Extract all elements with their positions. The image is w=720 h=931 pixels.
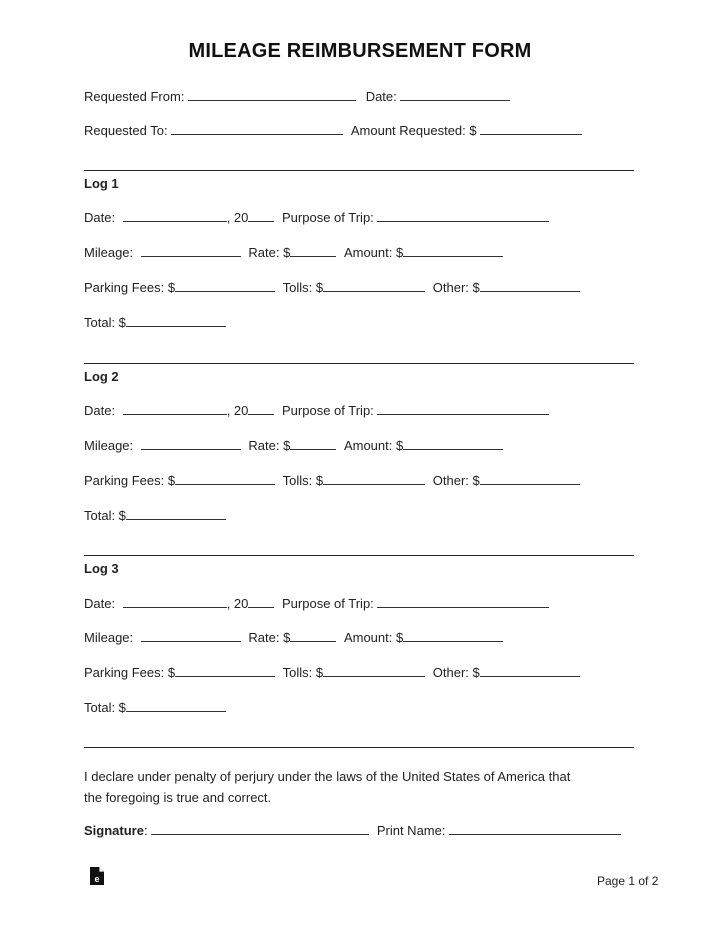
signature-colon: : (143, 823, 148, 838)
log-1-fees-row (84, 280, 580, 295)
log-1-mileage-row (84, 245, 503, 260)
mileage-label: Mileage: (84, 438, 134, 453)
svg-text:e: e (94, 874, 100, 884)
mileage-label: Mileage: (84, 630, 134, 645)
log-year-prefix: , 20 (226, 403, 249, 418)
amount-requested-field[interactable] (480, 123, 582, 135)
purpose-label: Purpose of Trip: (282, 403, 374, 418)
tolls-label: Tolls: $ (282, 665, 324, 680)
amount-label: Amount: $ (343, 245, 404, 260)
log-2-fees-row (84, 473, 580, 488)
section-divider (84, 555, 634, 556)
log-1-year-field[interactable] (248, 210, 274, 222)
total-label: Total: $ (84, 315, 126, 330)
date-field[interactable] (400, 89, 510, 101)
log-3-date-row (84, 596, 549, 611)
amount-label: Amount: $ (343, 630, 404, 645)
log-1-other-field[interactable] (480, 280, 580, 292)
requested-to-label: Requested To: (84, 123, 168, 138)
log-2-amount-field[interactable] (403, 438, 503, 450)
log-3-title: Log 3 (84, 561, 119, 576)
tolls-label: Tolls: $ (282, 280, 324, 295)
section-divider (84, 747, 634, 748)
log-3-tolls-field[interactable] (323, 665, 425, 677)
mileage-label: Mileage: (84, 245, 134, 260)
log-1-title: Log 1 (84, 176, 119, 191)
form-title: MILEAGE REIMBURSEMENT FORM (188, 40, 532, 62)
signature-label: Signature (84, 823, 144, 838)
log-3-amount-field[interactable] (403, 630, 503, 642)
log-2-rate-field[interactable] (290, 438, 336, 450)
page-number: Page 1 of 2 (597, 874, 659, 888)
rate-label: Rate: $ (248, 630, 291, 645)
log-date-label: Date: (84, 403, 116, 418)
log-1-purpose-field[interactable] (377, 210, 549, 222)
log-1-mileage-field[interactable] (141, 245, 241, 257)
log-1-date-field[interactable] (123, 210, 227, 222)
other-label: Other: $ (432, 473, 480, 488)
log-3-fees-row (84, 665, 580, 680)
rate-label: Rate: $ (248, 245, 291, 260)
requested-to-row (84, 123, 582, 138)
declaration-text (84, 766, 644, 808)
log-2-total-row (84, 508, 226, 523)
log-2-date-field[interactable] (123, 403, 227, 415)
log-2-date-row (84, 403, 549, 418)
requested-from-row (84, 89, 510, 104)
total-label: Total: $ (84, 700, 126, 715)
log-3-mileage-field[interactable] (141, 630, 241, 642)
declaration-line-1: I declare under penalty of perjury under the laws of the United States of America that (84, 769, 571, 784)
amount-label: Amount: $ (343, 438, 404, 453)
log-1-date-row (84, 210, 549, 225)
log-2-other-field[interactable] (480, 473, 580, 485)
log-1-amount-field[interactable] (403, 245, 503, 257)
signature-field[interactable] (151, 823, 369, 835)
requested-from-field[interactable] (188, 89, 356, 101)
log-2-tolls-field[interactable] (323, 473, 425, 485)
parking-label: Parking Fees: $ (84, 280, 176, 295)
requested-to-field[interactable] (171, 123, 343, 135)
parking-label: Parking Fees: $ (84, 665, 176, 680)
e-logo-icon (89, 866, 105, 886)
rate-label: Rate: $ (248, 438, 291, 453)
log-3-total-field[interactable] (126, 700, 226, 712)
declaration-line-2: the foregoing is true and correct. (84, 790, 272, 805)
section-divider (84, 363, 634, 364)
log-1-parking-field[interactable] (175, 280, 275, 292)
other-label: Other: $ (432, 665, 480, 680)
log-3-other-field[interactable] (480, 665, 580, 677)
other-label: Other: $ (432, 280, 480, 295)
log-year-prefix: , 20 (226, 596, 249, 611)
log-year-prefix: , 20 (226, 210, 249, 225)
print-name-field[interactable] (449, 823, 621, 835)
log-3-parking-field[interactable] (175, 665, 275, 677)
signature-row (84, 823, 621, 838)
log-1-total-row (84, 315, 226, 330)
requested-from-label: Requested From: (84, 89, 185, 104)
log-2-mileage-field[interactable] (141, 438, 241, 450)
log-3-rate-field[interactable] (290, 630, 336, 642)
log-3-mileage-row (84, 630, 503, 645)
print-name-label: Print Name: (376, 823, 446, 838)
log-1-tolls-field[interactable] (323, 280, 425, 292)
log-2-purpose-field[interactable] (377, 403, 549, 415)
log-2-total-field[interactable] (126, 508, 226, 520)
log-date-label: Date: (84, 210, 116, 225)
amount-requested-label: Amount Requested: $ (350, 123, 477, 138)
log-1-total-field[interactable] (126, 315, 226, 327)
section-divider (84, 170, 634, 171)
log-3-date-field[interactable] (123, 596, 227, 608)
date-label: Date: (365, 89, 397, 104)
purpose-label: Purpose of Trip: (282, 210, 374, 225)
log-2-title: Log 2 (84, 369, 119, 384)
purpose-label: Purpose of Trip: (282, 596, 374, 611)
total-label: Total: $ (84, 508, 126, 523)
tolls-label: Tolls: $ (282, 473, 324, 488)
parking-label: Parking Fees: $ (84, 473, 176, 488)
log-3-total-row (84, 700, 226, 715)
log-2-mileage-row (84, 438, 503, 453)
log-2-year-field[interactable] (248, 403, 274, 415)
log-3-purpose-field[interactable] (377, 596, 549, 608)
log-3-year-field[interactable] (248, 596, 274, 608)
log-1-rate-field[interactable] (290, 245, 336, 257)
log-date-label: Date: (84, 596, 116, 611)
log-2-parking-field[interactable] (175, 473, 275, 485)
